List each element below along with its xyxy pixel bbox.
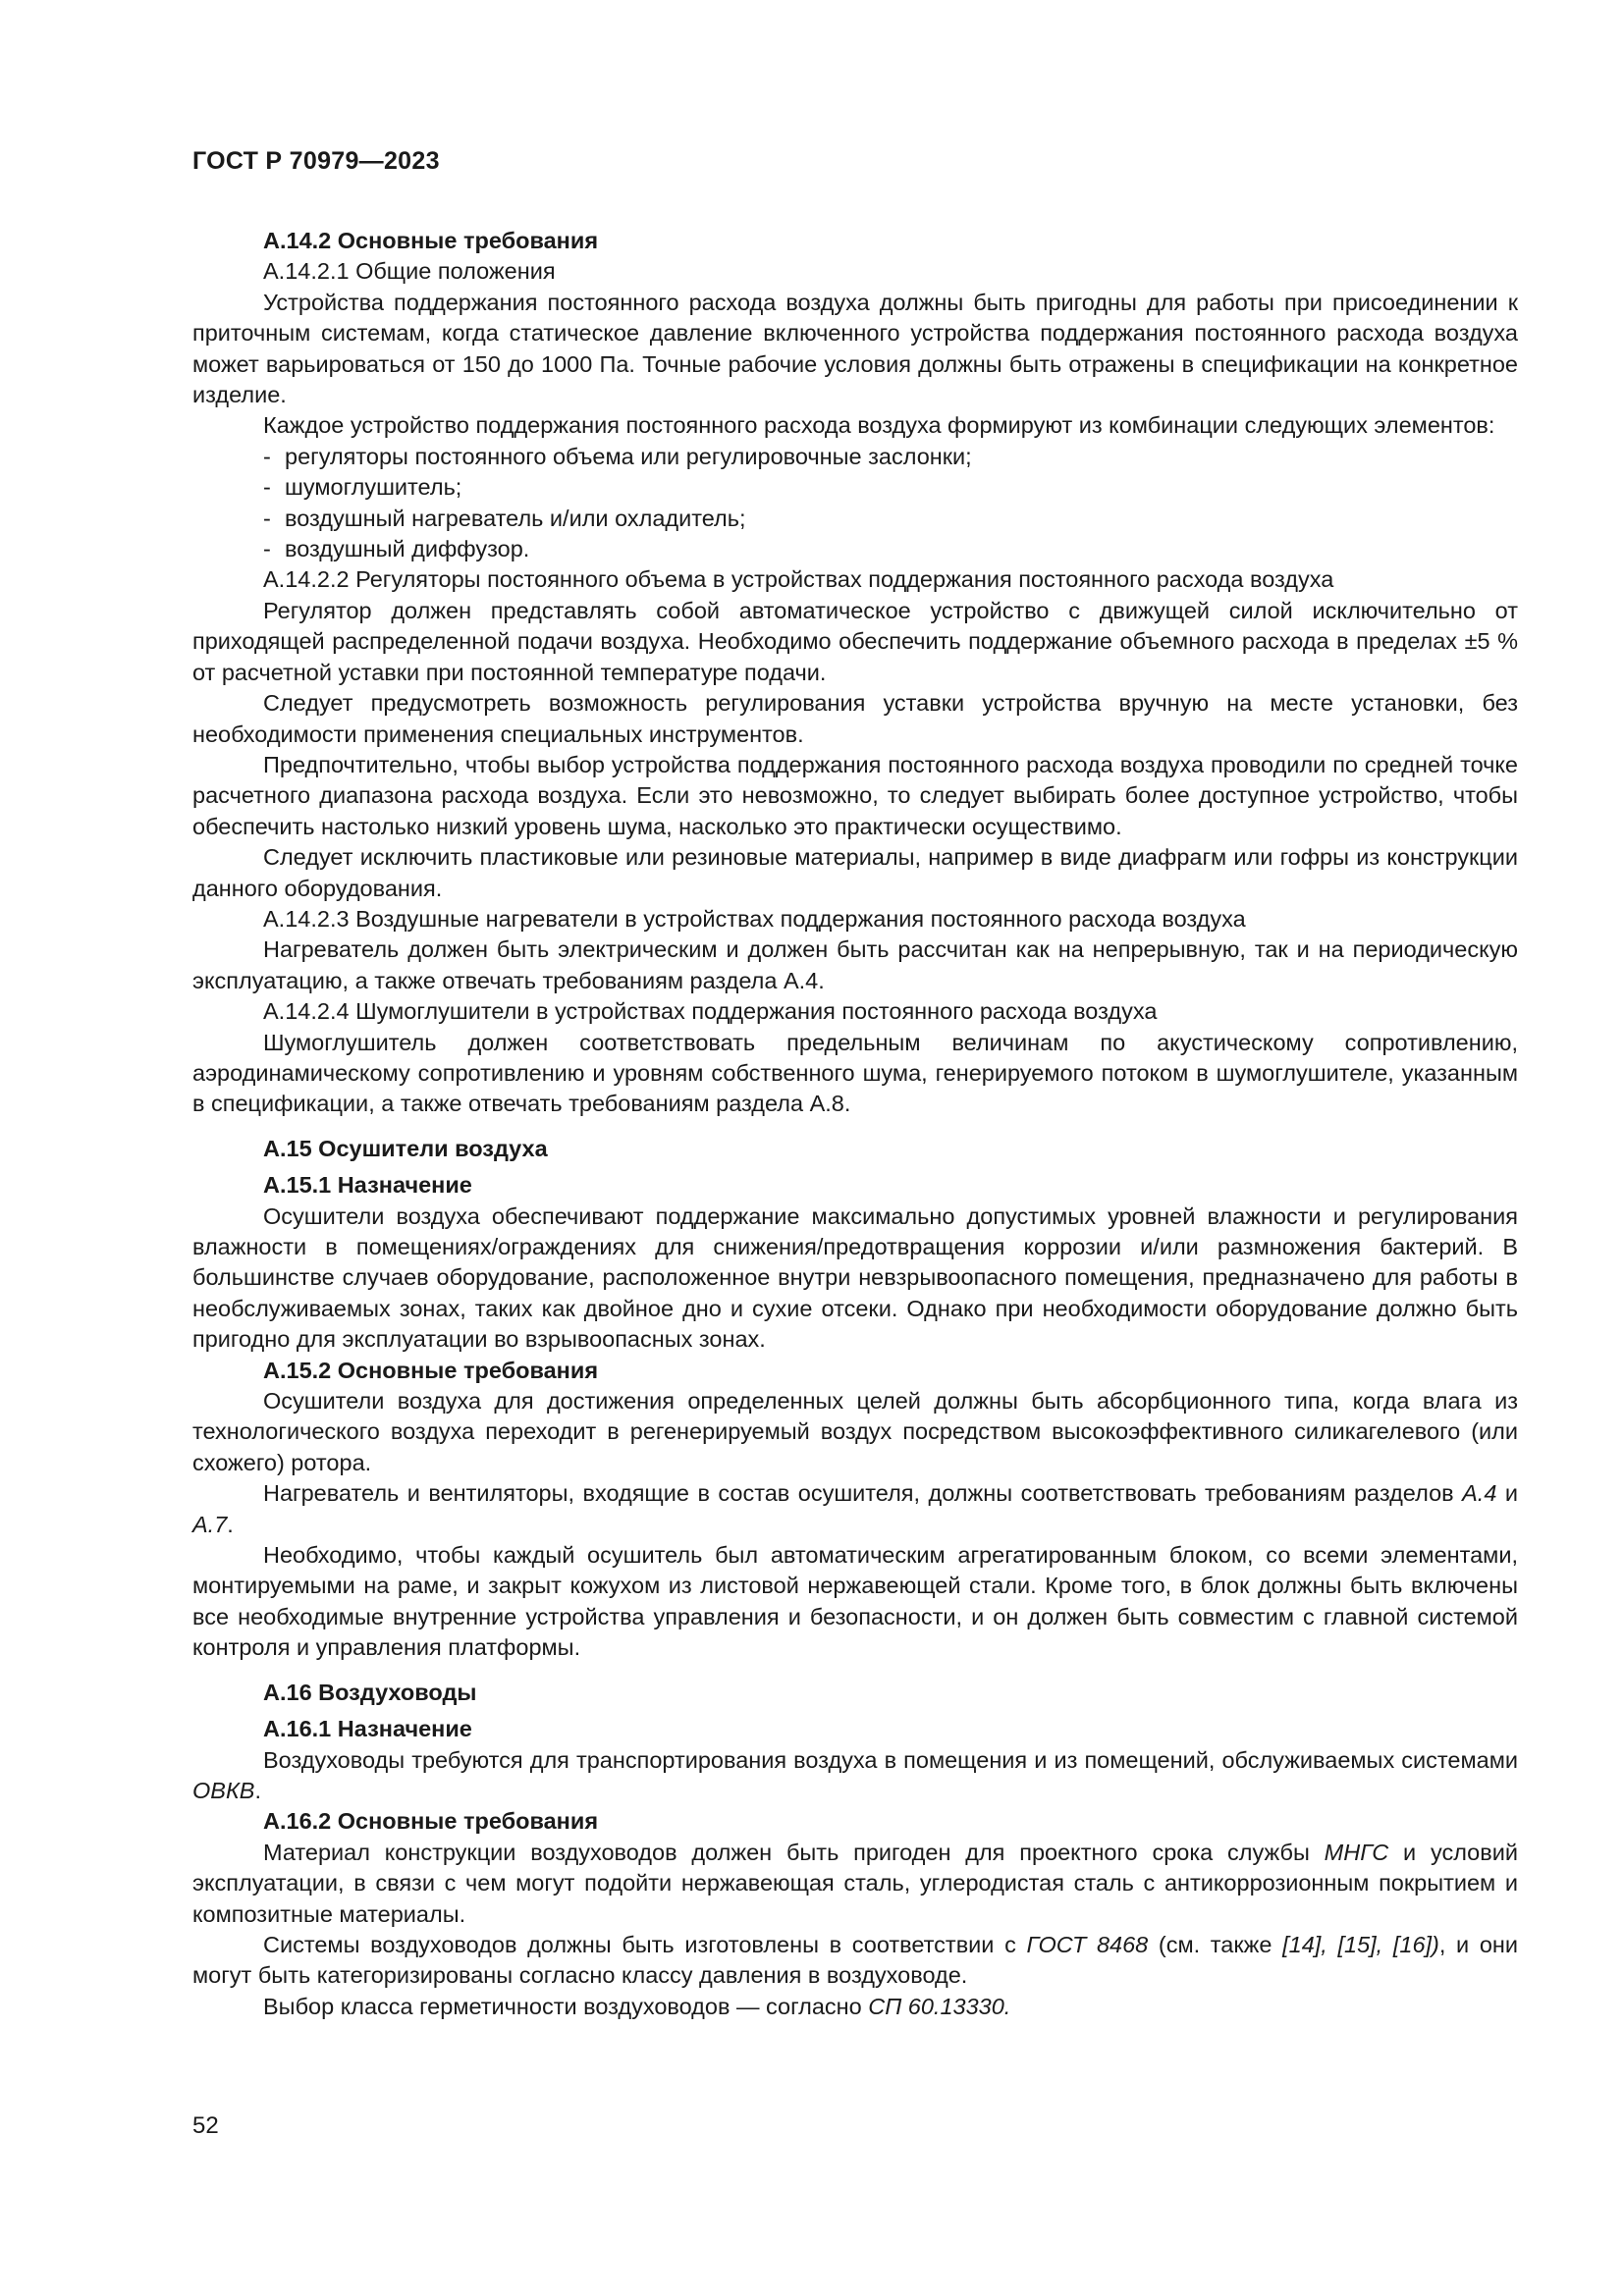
paragraph-text: , и они могут быть категоризированы согласно классу давления в воздуховоде. [192, 1931, 1518, 1989]
paragraph-text: Воздуховоды требуются для транспортирования воздуха в помещения и из помещений, обслуживаемых системами [263, 1746, 1518, 1773]
standard-reference: СП 60.13330. [868, 1993, 1011, 2019]
paragraph-text: Выбор класса герметичности воздуховодов — согласно [263, 1993, 869, 2019]
paragraph: Осушители воздуха обеспечивают поддержание максимально допустимых уровней влажности и регулирования влажности в помещениях/ограждениях для снижения/предотвращения коррозии и/или размножения бактерий. В большинстве случаев оборудование, расположенное внутри невзрывоопасного помещения, предназначено для работы в необслуживаемых зонах, таких как двойное дно и сухие отсеки. Однако при необходимости оборудование должно быть пригодно для эксплуатации во взрывоопасных зонах. [192, 1202, 1518, 1353]
paragraph-text: . [254, 1777, 262, 1803]
paragraph: Устройства поддержания постоянного расхода воздуха должны быть пригодны для работы при присоединении к приточным системам, когда статическое давление включенного устройства поддержания постоянного расхода воздуха может варьироваться от 150 до 1000 Па. Точные рабочие условия должны быть отражены в спецификации на конкретное изделие. [192, 289, 1518, 408]
document-code-header: ГОСТ Р 70979—2023 [192, 147, 440, 175]
section-heading-a15-1: А.15.1 Назначение [263, 1172, 472, 1199]
abbreviation-reference: МНГС [1324, 1839, 1389, 1865]
paragraph-text: Нагреватель и вентиляторы, входящие в состав осушителя, должны соответствовать требованиям разделов [263, 1480, 1463, 1507]
paragraph: Регулятор должен представлять собой автоматическое устройство с движущей силой исключительно от приходящей распределенной подачи воздуха. Необходимо обеспечить поддержание объемного расхода в пределах ±5 % от расчетной уставки при постоянной температуре подачи. [192, 597, 1518, 685]
page-number: 52 [192, 2112, 219, 2139]
subsection-title-a14-2-2: А.14.2.2 Регуляторы постоянного объема в устройствах поддержания постоянного расхода воздуха [263, 566, 1334, 593]
abbreviation-reference: ОВКВ [192, 1777, 255, 1803]
subsection-title-a14-2-4: А.14.2.4 Шумоглушители в устройствах поддержания постоянного расхода воздуха [263, 998, 1158, 1025]
paragraph-text: Материал конструкции воздуховодов должен быть пригоден для проектного срока службы [263, 1839, 1325, 1865]
section-heading-a16-2: А.16.2 Основные требования [263, 1808, 599, 1835]
paragraph-with-references [192, 1478, 1518, 1540]
subsection-title-a14-2-3: А.14.2.3 Воздушные нагреватели в устройствах поддержания постоянного расхода воздуха [263, 905, 1246, 932]
paragraph: Необходимо, чтобы каждый осушитель был автоматическим агрегатированным блоком, со всеми элементами, монтируемыми на раме, и закрыт кожухом из листовой нержавеющей стали. Кроме того, в блок должны быть включены все необходимые внутренние устройства управления и безопасности, и он должен быть совместим с главной системой контроля и управления платформы. [192, 1542, 1518, 1661]
paragraph: Следует предусмотреть возможность регулирования уставки устройства вручную на месте установки, без необходимости применения специальных инструментов. [192, 690, 1518, 747]
paragraph: Осушители воздуха для достижения определенных целей должны быть абсорбционного типа, когда влага из технологического воздуха переходит в регенерируемый воздух посредством высокоэффективного силикагелевого (или схожего) ротора. [192, 1388, 1518, 1475]
paragraph-with-references [192, 1992, 1518, 2022]
paragraph: Предпочтительно, чтобы выбор устройства поддержания постоянного расхода воздуха проводили по средней точке расчетного диапазона расхода воздуха. Если это невозможно, то следует выбирать более доступное устройство, чтобы обеспечить настолько низкий уровень шума, насколько это практически осуществимо. [192, 751, 1518, 839]
paragraph-with-references [192, 1745, 1518, 1807]
paragraph: Нагреватель должен быть электрическим и должен быть рассчитан как на непрерывную, так и на периодическую эксплуатацию, а также отвечать требованиям раздела А.4. [192, 936, 1518, 993]
paragraph-text: и условий эксплуатации, в связи с чем могут подойти нержавеющая сталь, углеродистая сталь с антикоррозионным покрытием и композитные материалы. [192, 1839, 1518, 1927]
list-item: - шумоглушитель; [263, 474, 462, 501]
list-item-text: воздушный нагреватель и/или охладитель; [285, 505, 746, 531]
paragraph-text: . [227, 1511, 234, 1537]
bibliography-reference: [14], [15], [16]) [1282, 1931, 1439, 1957]
subsection-title-a14-2-1: А.14.2.1 Общие положения [263, 258, 556, 285]
paragraph-text: Системы воздуховодов должны быть изготовлены в соответствии с [263, 1931, 1027, 1957]
list-item: - воздушный диффузор. [263, 536, 530, 562]
paragraph: Каждое устройство поддержания постоянного расхода воздуха формируют из комбинации следующих элементов: [263, 412, 1495, 439]
list-item-text: регуляторы постоянного объема или регулировочные заслонки; [285, 443, 972, 469]
paragraph-with-references [192, 1930, 1518, 1992]
list-item: - воздушный нагреватель и/или охладитель; [263, 505, 746, 531]
section-reference: А.4 [1462, 1480, 1497, 1507]
paragraph: Следует исключить пластиковые или резиновые материалы, например в виде диафрагм или гофры из конструкции данного оборудования. [192, 844, 1518, 901]
paragraph: Шумоглушитель должен соответствовать предельным величинам по акустическому сопротивлению, аэродинамическому сопротивлению и уровням собственного шума, генерируемого потоком в шумоглушителе, указанным в спецификации, а также отвечать требованиям раздела А.8. [192, 1029, 1518, 1117]
section-reference: А.7 [192, 1511, 228, 1537]
standard-reference: ГОСТ 8468 [1026, 1931, 1149, 1957]
list-item: - регуляторы постоянного объема или регулировочные заслонки; [263, 443, 972, 469]
list-item-text: шумоглушитель; [285, 474, 462, 501]
document-body [192, 226, 1518, 2022]
paragraph-text: (см. также [1148, 1931, 1283, 1957]
section-heading-a15: А.15 Осушители воздуха [263, 1135, 548, 1161]
paragraph-with-references [192, 1838, 1518, 1930]
section-heading-a14-2: А.14.2 Основные требования [263, 228, 599, 253]
list-item-text: воздушный диффузор. [285, 536, 530, 562]
section-heading-a15-2: А.15.2 Основные требования [263, 1357, 599, 1383]
section-heading-a16: А.16 Воздуховоды [263, 1679, 477, 1705]
paragraph-text: и [1496, 1480, 1518, 1507]
section-heading-a16-1: А.16.1 Назначение [263, 1716, 472, 1742]
